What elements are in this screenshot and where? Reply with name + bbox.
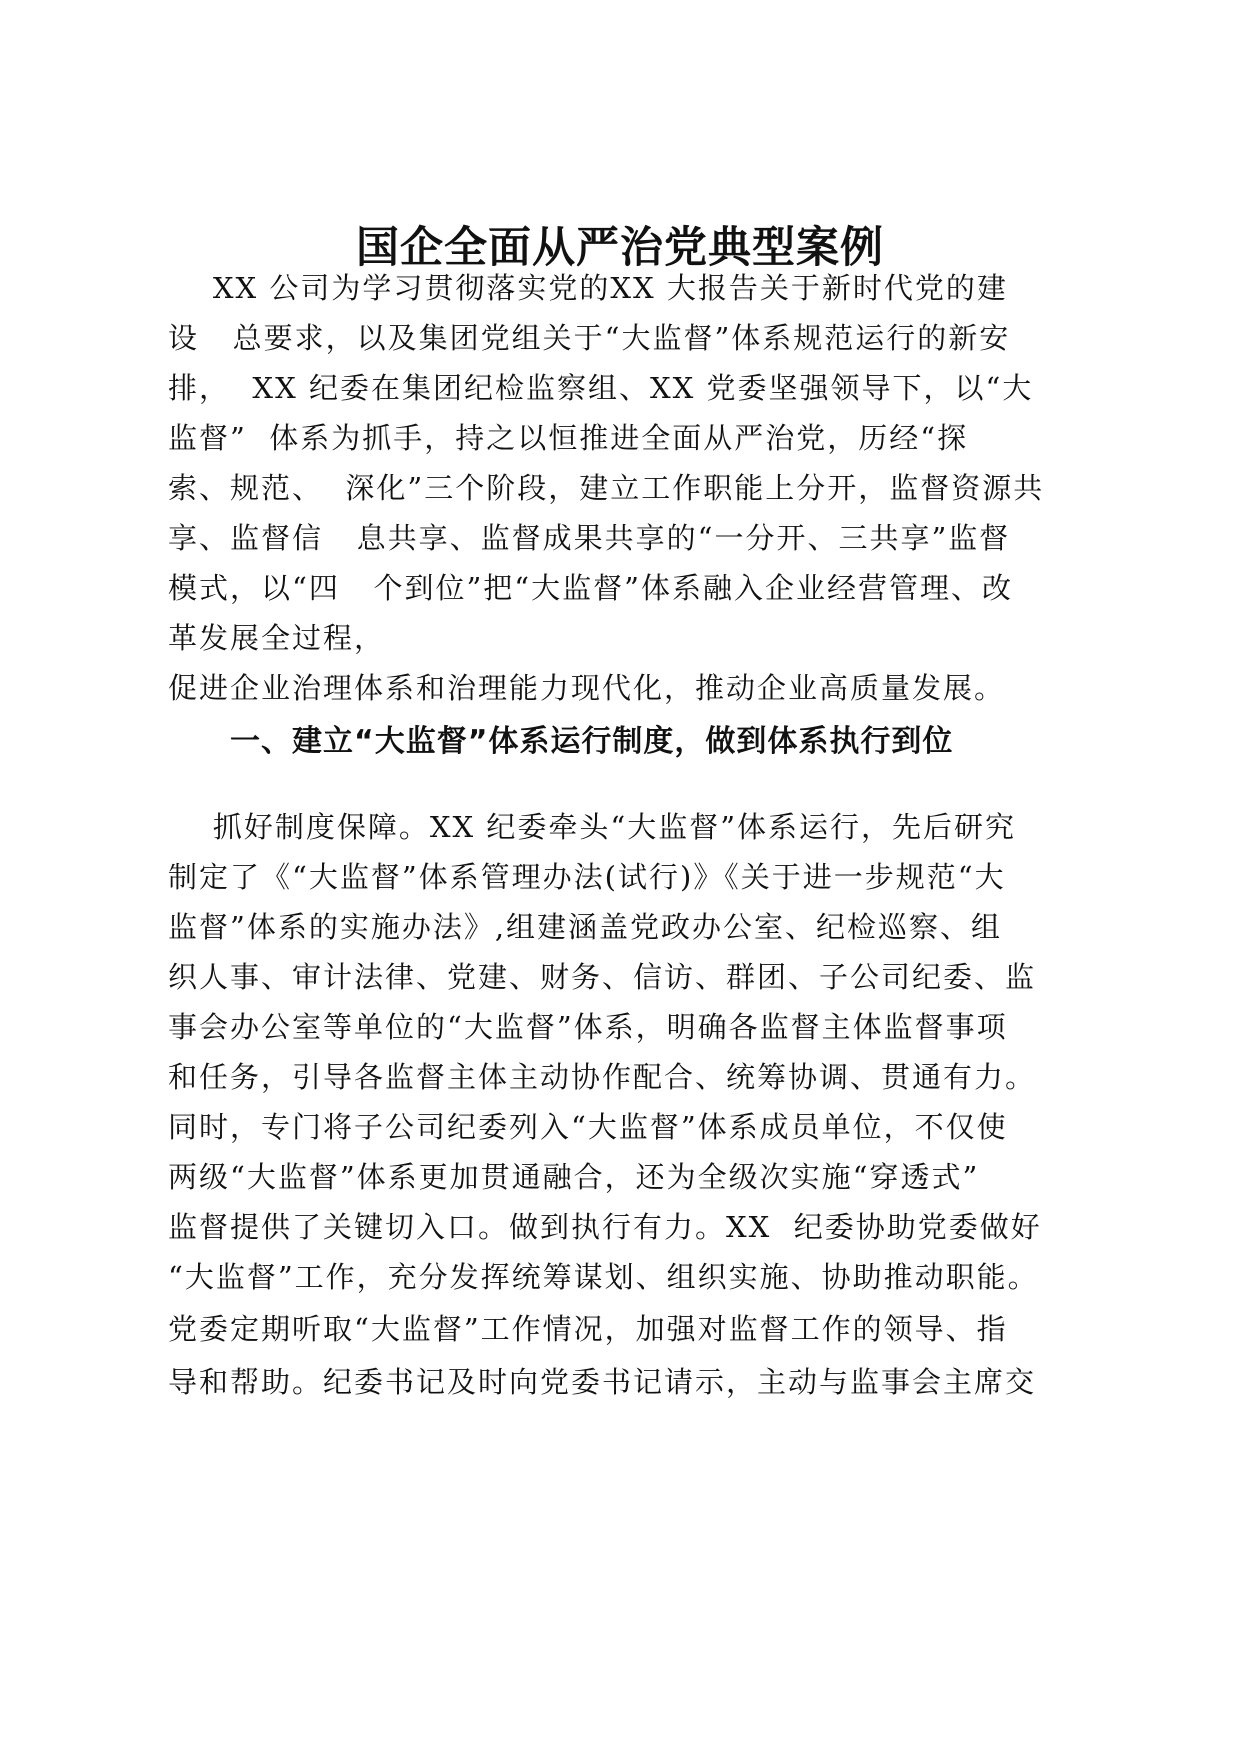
document-title: 国企全面从严治党典型案例 [356, 223, 884, 273]
section-heading-1: 一、建立“大监督”体系运行制度，做到体系执行到位 [230, 724, 954, 759]
intro-line-2: 设 总要求，以及集团党组关于“大监督”体系规范运行的新安 [168, 321, 1011, 355]
intro-line-5: 索、规范、 深化”三个阶段，建立工作职能上分开，监督资源共 [168, 471, 1045, 505]
intro-line-8: 革发展全过程， [168, 621, 386, 655]
intro-line-4: 监督” 体系为抓手，持之以恒推进全面从严治党，历经“探 [168, 421, 969, 455]
section1-line-10: “大监督”工作，充分发挥统筹谋划、组织实施、协助推动职能。 [168, 1260, 1039, 1294]
section1-line-2: 制定了《“大监督”体系管理办法(试行)》《关于进一步规范“大 [168, 860, 1006, 894]
section1-line-9: 监督提供了关键切入口。做到执行有力。XX 纪委协助党委做好 [168, 1210, 1042, 1244]
section1-line-5: 事会办公室等单位的“大监督”体系，明确各监督主体监督事项 [168, 1010, 1008, 1044]
section1-line-3: 监督”体系的实施办法》,组建涵盖党政办公室、纪检巡察、组 [168, 910, 1003, 944]
section1-line-4: 织人事、审计法律、党建、财务、信访、群团、子公司纪委、监 [168, 960, 1037, 994]
intro-line-6: 享、监督信 息共享、监督成果共享的“一分开、三共享”监督 [168, 521, 1011, 555]
section1-line-11: 党委定期听取“大监督”工作情况，加强对监督工作的领导、指 [168, 1312, 1008, 1346]
section1-line-12: 导和帮助。纪委书记及时向党委书记请示，主动与监事会主席交 [168, 1365, 1037, 1399]
section1-line-1: 抓好制度保障。XX 纪委牵头“大监督”体系运行，先后研究 [168, 810, 1017, 844]
intro-line-7: 模式，以“四 个到位”把“大监督”体系融入企业经营管理、改 [168, 571, 1013, 605]
section1-line-8: 两级“大监督”体系更加贯通融合，还为全级次实施“穿透式” [168, 1160, 980, 1194]
section1-line-6: 和任务，引导各监督主体主动协作配合、统筹协调、贯通有力。 [168, 1060, 1037, 1094]
intro-line-3: 排， XX 纪委在集团纪检监察组、XX 党委坚强领导下，以“大 [168, 371, 1034, 405]
intro-line-1: XX 公司为学习贯彻落实党的XX 大报告关于新时代党的建 [168, 271, 1008, 305]
intro-line-9: 促进企业治理体系和治理能力现代化，推动企业高质量发展。 [168, 671, 1006, 705]
section1-line-7: 同时，专门将子公司纪委列入“大监督”体系成员单位，不仅使 [168, 1110, 1008, 1144]
